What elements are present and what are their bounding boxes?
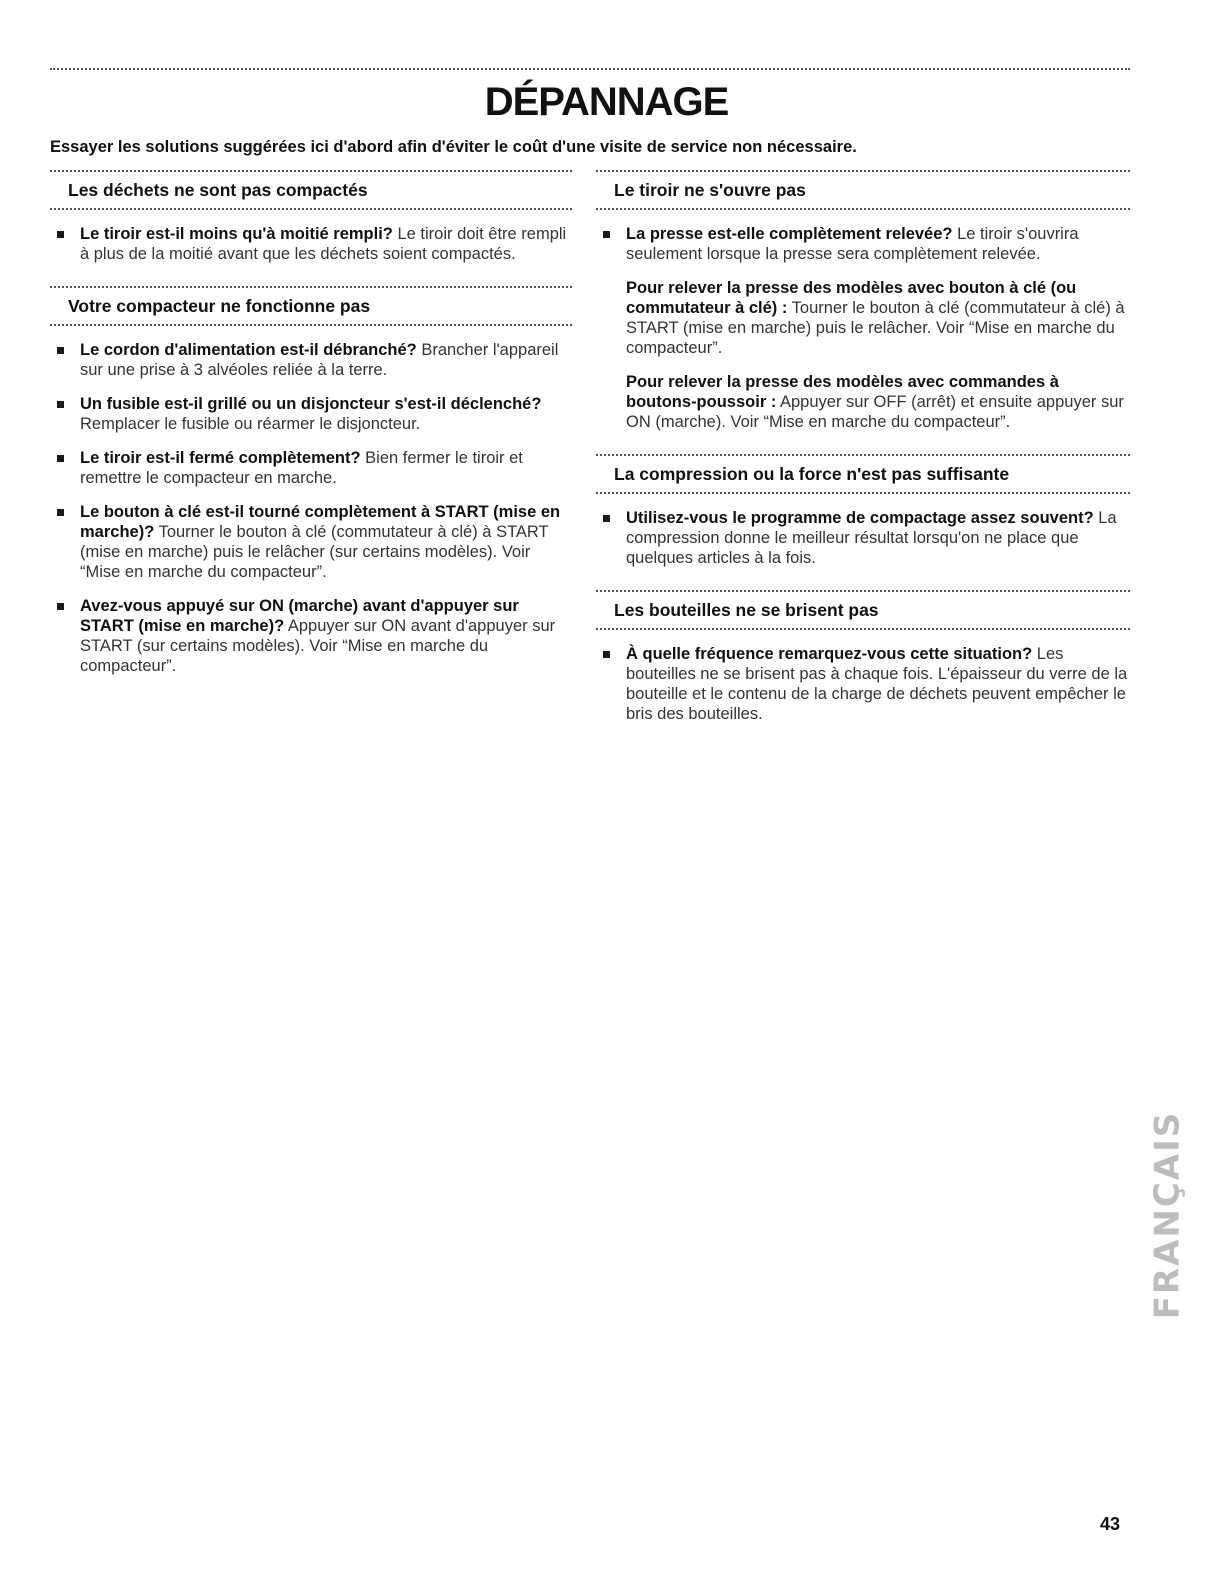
answer-text: Remplacer le fusible ou réarmer le disjoncteur. (80, 415, 421, 433)
bullet-square-icon (57, 455, 64, 462)
page-title: DÉPANNAGE (484, 80, 729, 124)
answer-text: Bien fermer le tiroir et remettre le compacteur en marche. (80, 449, 523, 487)
left-column (50, 170, 572, 698)
side-tab-label: FRANÇAIS (1147, 1110, 1188, 1320)
section-title: Les bouteilles ne se brisent pas (614, 600, 879, 620)
section-title: Les déchets ne sont pas compactés (68, 180, 368, 200)
top-rule (50, 68, 1130, 70)
instruction-paragraph (596, 278, 1130, 358)
bullet-square-icon (603, 515, 610, 522)
right-column (596, 170, 1130, 746)
instruction-text: Appuyer sur OFF (arrêt) et ensuite appuyer sur ON (marche). Voir “Mise en marche du compacteur”. (626, 393, 1124, 431)
section-title: Le tiroir ne s'ouvre pas (614, 180, 806, 200)
bullet-square-icon (57, 603, 64, 610)
instruction-heading: Pour relever la presse des modèles avec commandes à boutons-poussoir : (626, 373, 1059, 411)
answer-text: Les bouteilles ne se brisent pas à chaque fois. L'épaisseur du verre de la bouteille et le contenu de la charge de déchets peuvent empêcher le bris des bouteilles. (626, 645, 1128, 723)
question-text: Utilisez-vous le programme de compactage assez souvent? (626, 509, 1094, 527)
intro-text: Essayer les solutions suggérées ici d'abord afin d'éviter le coût d'une visite de service non nécessaire. (50, 138, 857, 156)
bullet-square-icon (57, 347, 64, 354)
instruction-text: Tourner le bouton à clé (commutateur à clé) à START (mise en marche) puis le relâcher. Voir “Mise en marche du compacteur”. (626, 299, 1125, 357)
answer-text: Brancher l'appareil sur une prise à 3 alvéoles reliée à la terre. (80, 341, 559, 379)
question-text: Un fusible est-il grillé ou un disjoncteur s'est-il déclenché? (80, 395, 542, 413)
answer-text: Tourner le bouton à clé (commutateur à clé) à START (mise en marche) puis le relâcher (sur certains modèles). Voir “Mise en marche du compacteur”. (80, 523, 549, 581)
list-item (50, 394, 572, 434)
list-item (50, 502, 572, 582)
question-text: À quelle fréquence remarquez-vous cette situation? (626, 645, 1033, 663)
section-compactor-not-working (50, 286, 572, 676)
page-number: 43 (1100, 1514, 1121, 1534)
bullet-square-icon (57, 509, 64, 516)
answer-text: Appuyer sur ON avant d'appuyer sur START (sur certains modèles). Voir “Mise en marche du compacteur”. (80, 617, 556, 675)
section-bottles-dont-break (596, 590, 1130, 724)
question-text: La presse est-elle complètement relevée? (626, 225, 953, 243)
answer-text: Le tiroir s'ouvrira seulement lorsque la presse sera complètement relevée. (626, 225, 1079, 263)
list-item (50, 448, 572, 488)
list-item (596, 508, 1130, 568)
list-item (50, 340, 572, 380)
bullet-square-icon (57, 401, 64, 408)
section-waste-not-compacted (50, 170, 572, 264)
instruction-paragraph (596, 372, 1130, 432)
instruction-heading: Pour relever la presse des modèles avec bouton à clé (ou commutateur à clé) : (626, 279, 1077, 317)
list-item (596, 644, 1130, 724)
answer-text: La compression donne le meilleur résultat lorsqu'on ne place que quelques articles à la fois. (626, 509, 1117, 567)
section-drawer-wont-open (596, 170, 1130, 432)
question-text: Le tiroir est-il moins qu'à moitié rempli? (80, 225, 393, 243)
section-title: Votre compacteur ne fonctionne pas (68, 296, 371, 316)
list-item (50, 224, 572, 264)
question-text: Le tiroir est-il fermé complètement? (80, 449, 361, 467)
question-text: Le cordon d'alimentation est-il débranché? (80, 341, 417, 359)
bullet-square-icon (603, 651, 610, 658)
answer-text: Le tiroir doit être rempli à plus de la moitié avant que les déchets soient compactés. (80, 225, 567, 263)
bullet-square-icon (603, 231, 610, 238)
language-side-tab (1147, 1080, 1188, 1350)
section-insufficient-force (596, 454, 1130, 568)
question-text: Avez-vous appuyé sur ON (marche) avant d'appuyer sur START (mise en marche)? (80, 597, 519, 635)
bullet-square-icon (57, 231, 64, 238)
section-title: La compression ou la force n'est pas suffisante (614, 464, 1010, 484)
list-item (596, 224, 1130, 264)
list-item (50, 596, 572, 676)
question-text: Le bouton à clé est-il tourné complètement à START (mise en marche)? (80, 503, 561, 541)
